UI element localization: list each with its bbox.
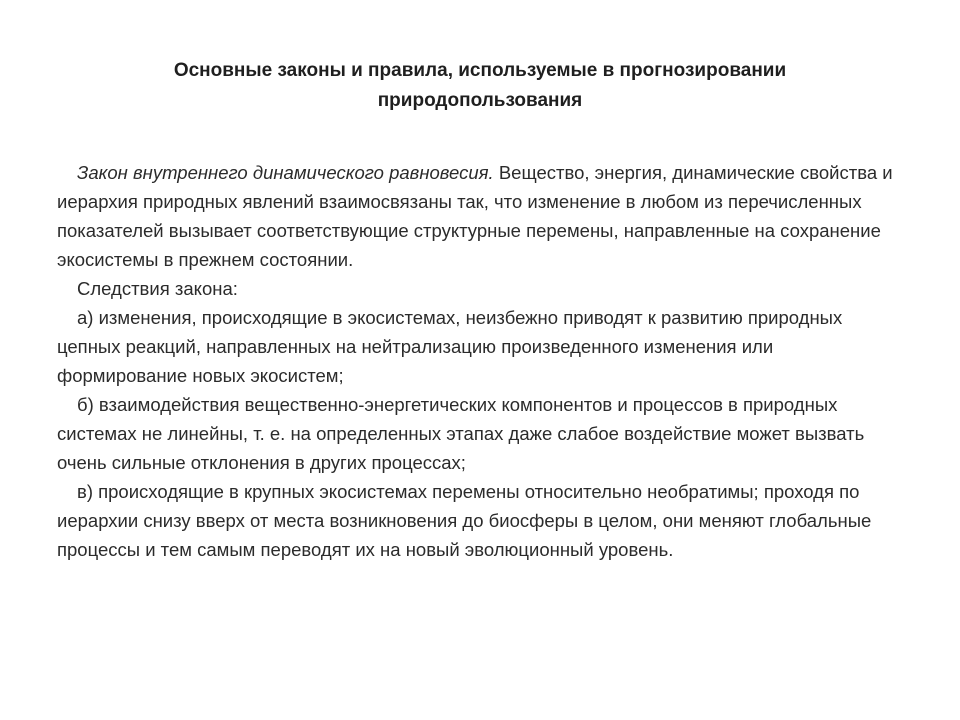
slide-title-line-2: природопользования xyxy=(377,90,583,111)
consequences-heading: Следствия закона: xyxy=(77,278,238,299)
consequence-c: в) происходящие в крупных экосистемах перемены относительно необратимы; проходя по иерархии снизу вверх от места возникновения до биосферы в целом, они меняют глобальные процессы и тем самым переводят их на новый эволюционный уровень. xyxy=(57,481,872,560)
slide-title-line-1: Основные законы и правила, используемые в прогнозировании xyxy=(173,60,787,81)
consequence-b: б) взаимодействия вещественно-энергетических компонентов и процессов в природных системах не линейны, т. е. на определенных этапах даже слабое воздействие может вызвать очень сильные отклонения в других процессах; xyxy=(57,394,865,473)
slide-body xyxy=(57,158,907,564)
slide-title xyxy=(60,56,900,116)
law-paragraph xyxy=(57,158,907,274)
law-name: Закон внутреннего динамического равновесия. xyxy=(77,162,494,183)
consequence-a: а) изменения, происходящие в экосистемах, неизбежно приводят к развитию природных цепных реакций, направленных на нейтрализацию произведенного изменения или формирование новых экосистем; xyxy=(57,307,843,386)
law-text: Вещество, энергия, динамические свойства и иерархия природных явлений взаимосвязаны так, что изменение в любом из перечисленных показателей вызывает соответствующие структурные перемены, направленные на сохранение экосистемы в прежнем состоянии. xyxy=(57,162,893,270)
